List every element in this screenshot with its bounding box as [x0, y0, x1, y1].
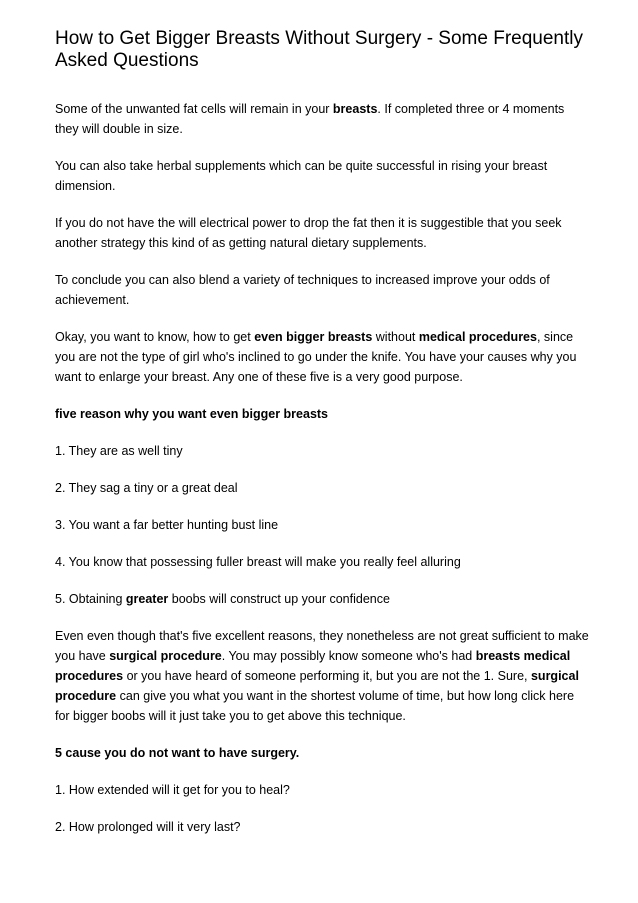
- bold-keyword: breasts medical procedures: [55, 649, 571, 683]
- list-item: 4. You know that possessing fuller breast will make you really feel alluring: [55, 555, 461, 569]
- text-run: Even even though that's five excellent reasons, they nonetheless are not great sufficient to make you have: [55, 629, 589, 663]
- page-title: How to Get Bigger Breasts Without Surgery - Some Frequently Asked Questions: [55, 28, 583, 71]
- bold-keyword: surgical procedure: [109, 649, 222, 663]
- bold-heading: 5 cause you do not want to have surgery.: [55, 746, 300, 760]
- paragraph-fat-cells: [55, 99, 590, 139]
- text-run: without: [372, 330, 419, 344]
- paragraph-conclude: To conclude you can also blend a variety of techniques to increased improve your odds of achievement.: [55, 273, 550, 307]
- text-run: boobs will construct up your confidence: [168, 592, 390, 606]
- text-run: . If completed three or 4 moments they will double in size.: [55, 102, 565, 136]
- text-run: Some of the unwanted fat cells will remain in your: [55, 102, 333, 116]
- list-item: 1. They are as well tiny: [55, 444, 183, 458]
- text-run: Okay, you want to know, how to get: [55, 330, 255, 344]
- text-run: . You may possibly know someone who's had: [221, 649, 476, 663]
- list-item: 1. How extended will it get for you to heal?: [55, 783, 290, 797]
- list-item: 3. You want a far better hunting bust line: [55, 518, 279, 532]
- list-item: [55, 589, 590, 609]
- paragraph-even-though: [55, 626, 590, 726]
- bold-heading: five reason why you want even bigger breasts: [55, 407, 329, 421]
- text-run: 5. Obtaining: [55, 592, 126, 606]
- text-run: can give you what you want in the shortest volume of time, but how long click here for bigger boobs will it just take you to get above this technique.: [55, 689, 575, 723]
- list-item: 2. They sag a tiny or a great deal: [55, 481, 238, 495]
- document-page: [55, 28, 590, 854]
- paragraph-herbal-supplements: You can also take herbal supplements which can be quite successful in rising your breast dimension.: [55, 159, 548, 193]
- paragraph-okay: [55, 327, 590, 387]
- section-heading-reasons: [55, 404, 590, 424]
- section-heading-causes: [55, 743, 590, 763]
- bold-keyword: greater: [125, 592, 169, 606]
- bold-keyword: medical procedures: [418, 330, 537, 344]
- bold-keyword: breasts: [332, 102, 378, 116]
- bold-keyword: even bigger breasts: [254, 330, 373, 344]
- paragraph-will-power: If you do not have the will electrical power to drop the fat then it is suggestible that you seek another strategy this kind of as getting natural dietary supplements.: [55, 216, 562, 250]
- text-run: , since you are not the type of girl who's inclined to go under the knife. You have your causes why you want to enlarge your breast. Any one of these five is a very good purpose.: [55, 330, 577, 384]
- bold-keyword: surgical procedure: [55, 669, 579, 703]
- list-item: 2. How prolonged will it very last?: [55, 820, 241, 834]
- text-run: or you have heard of someone performing it, but you are not the 1. Sure,: [123, 669, 531, 683]
